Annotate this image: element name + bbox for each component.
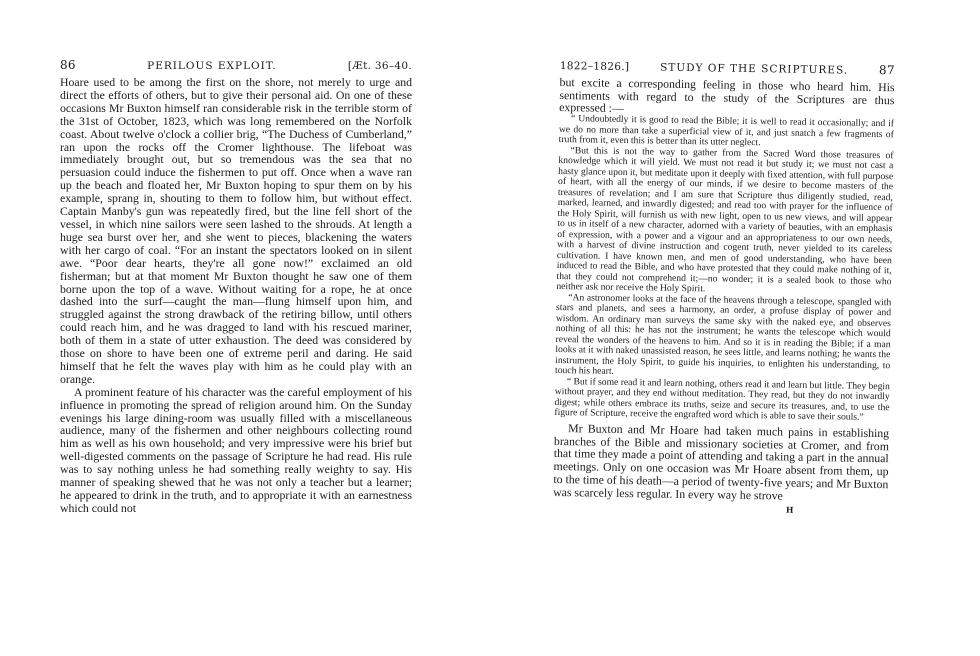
signature-mark: H (785, 504, 795, 515)
quote-paragraph: “ Undoubtedly it is good to read the Bible; it is well to read it occasionally; and if we do no more than take a superficial view of it, and just snatch a few fragments of truth from it, even this is better than its utter neglect. (558, 113, 895, 149)
closing-paragraph: Mr Buxton and Mr Hoare had taken much pains in establishing branches of the Bible and missionary societies at Cromer, and from that time they made a point of attending and taking a part in the annual meetings. Only on one occasion was Mr Hoare absent from them, up to the time of his death—a period of twenty-five years; and Mr Buxton was scarcely less regular. In every way he strove (553, 420, 890, 503)
quote-paragraph: “ But if some read it and learn nothing, others read it and learn but little. They begin without prayer, and they end without meditation. They read, but they do not inwardly digest; while others embrace its truths, seize and secure its treasures, and, to use the figure of Scripture, receive the engrafted word which is able to save their souls.” (554, 375, 890, 423)
running-title: STUDY OF THE SCRIPTURES. (660, 61, 849, 77)
paragraph: Hoare used to be among the first on the shore, not merely to urge and direct the efforts of others, but to give their personal aid. On one of these occasions Mr Buxton himself ran considerable risk in the terrible storm of the 31st of October, 1823, which was long remembered on the Norfolk coast. About twelve o'clock a collier brig, “The Duchess of Cumberland,” ran upon the rocks off the Cromer lighthouse. The lifeboat was immediately brought out, but so tremendous was the sea that no persuasion could induce the fishermen to put off. Once when a wave ran up the beach and floated her, Mr Buxton hoping to spur them on by his example, sprang in, shouting to them to follow him, but without effect. Captain Manby's gun was repeatedly fired, but the line fell short of the vessel, in which nine sailors were seen lashed to the shrouds. At length a huge sea burst over her, and she went to pieces, blackening the waters with her cargo of coal. “For an instant the spectators looked on in silent awe. “Poor dear hearts, they're all gone now!” exclaimed an old fisherman; but at that moment Mr Buxton thought he saw one of them borne upon the top of a wave. Without waiting for a rope, he at once dashed into the surf—caught the man—flung himself upon him, and struggled against the strong drawback of the retiring billow, until others could reach him, and he was dragged to land with his rescued mariner, both of them in a state of utter exhaustion. The deed was considered by those on shore to have been one of extreme peril and daring. He said himself that he felt the waves play with him as he could play with an orange. (60, 75, 412, 386)
running-head-left (60, 58, 412, 76)
intro-paragraph: but excite a corresponding feeling in those who heard him. His sentiments with regard to the study of the Scriptures are thus expressed :— (559, 74, 895, 116)
left-page (60, 58, 412, 515)
quote-paragraph: “But this is not the way to gather from the Sacred Word those treasures of knowledge which it will yield. We must not read it but study it; we must not cast a hasty glance upon it, but meditate upon it deeply with fixed attention, with full purpose of heart, with all the energy of our minds, if we desire to become masters of the treasures of revelation; and I am sure that Scripture thus diligently studied, read, marked, learned, and inwardly digested; and read too with prayer for the influence of the Holy Spirit, will furnish us with new light, open to us new views, and will appear to us in itself of a new character, adorned with a variety of beauties, with an emphasis of expression, with a power and a vigour and an appropriateness to our own needs, with a harvest of divine instruction and cogent truth, never yielded to its careless cultivation. I have known men, and men of good understanding, who have been induced to read the Bible, and who have protested that they could make nothing of it, that they could not comprehend it;—no wonder; it is a sealed book to those who neither ask nor receive the Holy Spirit. (556, 144, 894, 295)
block-quote (554, 114, 894, 424)
page-number: 86 (60, 58, 76, 72)
body-text (60, 76, 412, 515)
date-range: 1822–1826.] (559, 59, 630, 74)
running-title: PERILOUS EXPLOIT. (147, 60, 277, 72)
right-page (553, 58, 895, 516)
paragraph: A prominent feature of his character was the careful employment of his influence in promoting the spread of religion around him. On the Sunday evenings his large dining-room was usually filled with a miscellaneous audience, many of the fishermen and other neighbours collecting round him as well as his own household; and very impressive were his brief but well-digested comments on the passage of Scripture he had read. His rule was to say nothing unless he had something really weighty to say. His manner of speaking shewed that he was not only a teacher but a learner; he appeared to drink in the truth, and to appropriate it with an earnestness which could not (60, 384, 412, 515)
page-number: 87 (878, 63, 895, 78)
quote-paragraph: “An astronomer looks at the face of the heavens through a telescope, spangled with stars and planets, and sees a harmony, an order, a profuse display of power and wisdom. An ordinary man surveys the same sky with the naked eye, and observes nothing of all this: he has not the instrument; he wants the telescope which would reveal the wonders of the heavens to him. And so it is in reading the Bible; if a man looks at it with naked unassisted reason, he sees little, and learns nothing; he wants the instrument, the Holy Spirit, to guide his inquiries, to enlighten his understanding, to touch his heart. (555, 291, 892, 377)
age-note: [Æt. 36–40. (347, 60, 412, 72)
